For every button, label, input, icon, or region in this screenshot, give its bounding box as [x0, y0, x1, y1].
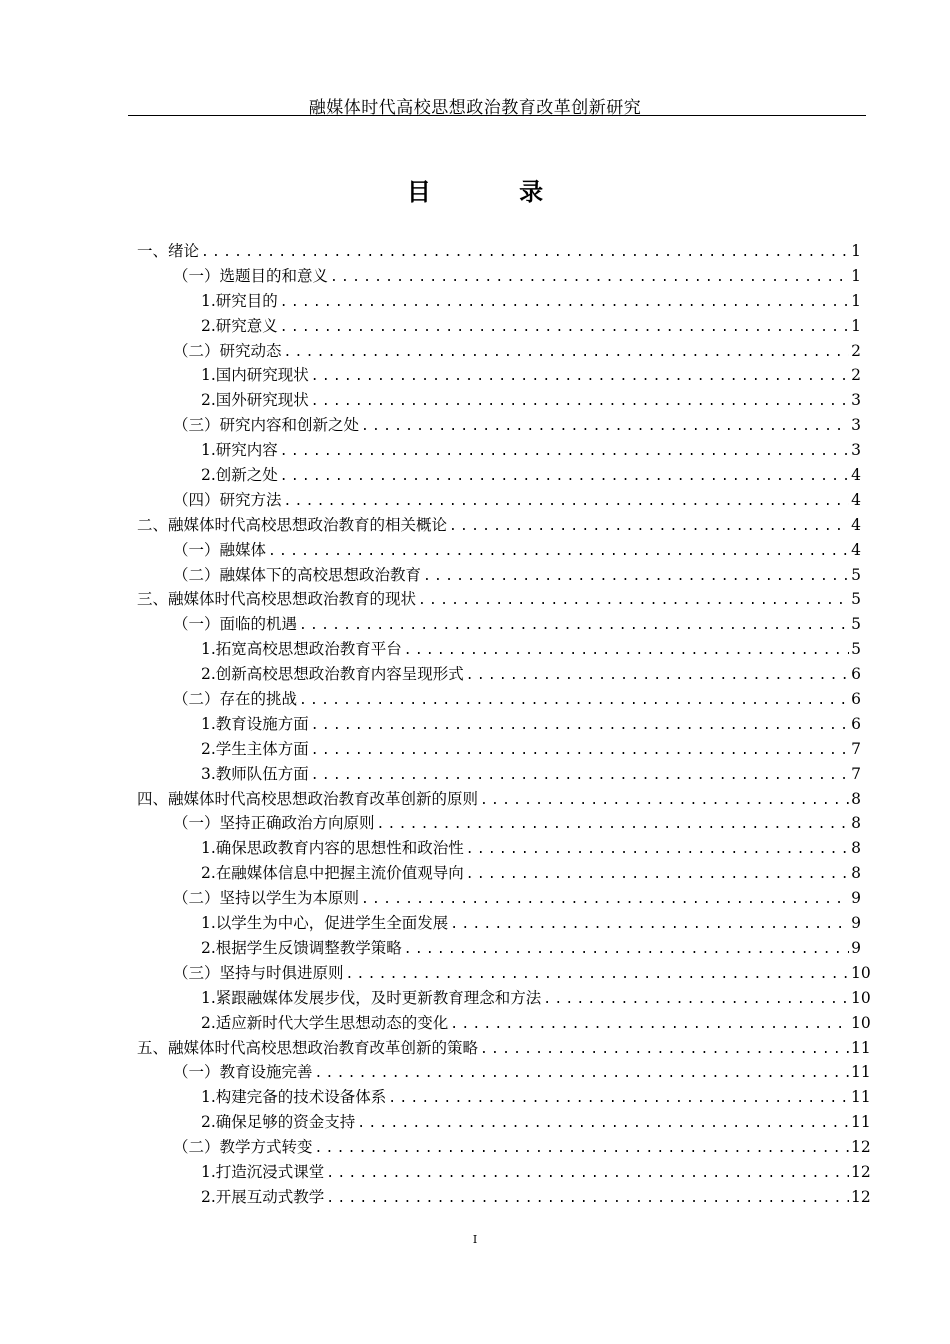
toc-entry-label: 二、融媒体时代高校思想政治教育的相关概论 — [137, 515, 448, 534]
toc-leader-dots — [377, 813, 849, 838]
toc-entry-page: 1 — [851, 266, 861, 285]
toc-entry[interactable] — [137, 936, 861, 961]
toc-leader-dots — [280, 440, 849, 465]
toc-entry[interactable] — [137, 239, 861, 264]
toc-entry-page: 3 — [851, 416, 861, 435]
toc-leader-dots — [299, 689, 849, 714]
toc-entry[interactable] — [137, 1110, 871, 1135]
toc-entry-page: 11 — [851, 1113, 871, 1132]
toc-entry[interactable] — [137, 1160, 871, 1185]
toc-leader-dots — [361, 888, 849, 913]
toc-entry[interactable] — [137, 687, 861, 712]
toc-entry-label: 1.教育设施方面 — [201, 714, 309, 733]
toc-entry[interactable] — [137, 961, 871, 986]
toc-leader-dots — [268, 540, 849, 565]
toc-entry-page: 5 — [851, 615, 861, 634]
toc-title: 目 录 — [406, 177, 584, 206]
toc-entry-page: 5 — [851, 565, 861, 584]
toc-entry[interactable] — [137, 488, 861, 513]
toc-entry-page: 11 — [851, 1063, 871, 1082]
toc-entry[interactable] — [137, 289, 861, 314]
toc-leader-dots — [315, 1062, 849, 1087]
toc-entry[interactable] — [137, 513, 861, 538]
toc-leader-dots — [466, 863, 849, 888]
toc-entry[interactable] — [137, 538, 861, 563]
toc-entry-page: 1 — [851, 316, 861, 335]
toc-entry[interactable] — [137, 836, 861, 861]
toc-entry[interactable] — [137, 911, 861, 936]
toc-entry[interactable] — [137, 737, 861, 762]
toc-entry-label: 1.紧跟融媒体发展步伐，及时更新教育理念和方法 — [201, 988, 542, 1007]
toc-leader-dots — [311, 365, 849, 390]
toc-entry-label: 1.确保思政教育内容的思想性和政治性 — [201, 839, 464, 858]
toc-leader-dots — [311, 390, 849, 415]
toc-leader-dots — [466, 664, 849, 689]
toc-leader-dots — [284, 341, 849, 366]
header-rule — [128, 115, 866, 116]
toc-leader-dots — [404, 938, 849, 963]
toc-entry-page: 6 — [851, 714, 861, 733]
toc-entry-page: 9 — [851, 914, 861, 933]
toc-leader-dots — [449, 515, 849, 540]
toc-entry[interactable] — [137, 314, 861, 339]
toc-entry-label: 3.教师队伍方面 — [201, 764, 309, 783]
toc-entry-label: 2.根据学生反馈调整教学策略 — [201, 938, 402, 957]
toc-entry-label: 1.以学生为中心，促进学生全面发展 — [201, 914, 449, 933]
toc-leader-dots — [480, 1038, 849, 1063]
toc-entry-page: 8 — [851, 864, 861, 883]
toc-list — [137, 239, 871, 1210]
toc-entry[interactable] — [137, 1060, 871, 1085]
toc-leader-dots — [423, 565, 849, 590]
toc-leader-dots — [280, 465, 849, 490]
toc-entry-page: 9 — [851, 889, 861, 908]
toc-entry-page: 12 — [851, 1187, 871, 1206]
toc-entry-label: 四、融媒体时代高校思想政治教育改革创新的原则 — [137, 789, 479, 808]
toc-entry-page: 10 — [851, 988, 871, 1007]
toc-leader-dots — [201, 241, 849, 266]
toc-leader-dots — [466, 838, 849, 863]
page-header-title: 融媒体时代高校思想政治教育改革创新研究 — [308, 98, 642, 118]
toc-entry-page: 12 — [851, 1138, 871, 1157]
toc-entry[interactable] — [137, 1185, 871, 1210]
toc-entry-label: 2.研究意义 — [201, 316, 278, 335]
toc-entry-label: （二）坚持以学生为本原则 — [173, 889, 360, 908]
toc-leader-dots — [280, 291, 849, 316]
toc-entry-page: 2 — [851, 341, 861, 360]
toc-entry-page: 4 — [851, 540, 861, 559]
toc-leader-dots — [543, 988, 849, 1013]
toc-entry-label: （三）坚持与时俱进原则 — [173, 963, 344, 982]
toc-entry-page: 1 — [851, 291, 861, 310]
toc-entry-label: 2.国外研究现状 — [201, 391, 309, 410]
toc-entry-label: 2.开展互动式教学 — [201, 1187, 325, 1206]
toc-entry-label: （一）面临的机遇 — [173, 615, 298, 634]
toc-entry-page: 4 — [851, 515, 861, 534]
toc-entry-page: 10 — [851, 963, 871, 982]
toc-entry[interactable] — [137, 388, 861, 413]
toc-entry-label: 2.适应新时代大学生思想动态的变化 — [201, 1013, 449, 1032]
toc-entry-page: 12 — [851, 1162, 871, 1181]
toc-entry-page: 10 — [851, 1013, 871, 1032]
toc-leader-dots — [284, 490, 849, 515]
toc-entry[interactable] — [137, 637, 861, 662]
toc-leader-dots — [311, 714, 849, 739]
toc-entry-label: 1.研究内容 — [201, 441, 278, 460]
toc-entry[interactable] — [137, 811, 861, 836]
toc-leader-dots — [315, 1137, 849, 1162]
toc-entry-label: 1.打造沉浸式课堂 — [201, 1162, 325, 1181]
toc-entry-label: 三、融媒体时代高校思想政治教育的现状 — [137, 590, 417, 609]
toc-entry[interactable] — [137, 762, 861, 787]
toc-entry-label: 2.创新高校思想政治教育内容呈现形式 — [201, 665, 464, 684]
toc-entry-label: 一、绪论 — [137, 242, 200, 260]
toc-entry-label: （一）教育设施完善 — [173, 1063, 313, 1082]
toc-leader-dots — [388, 1087, 849, 1112]
toc-entry[interactable] — [137, 1036, 871, 1061]
toc-entry-label: （一）坚持正确政治方向原则 — [173, 814, 375, 833]
toc-leader-dots — [330, 266, 849, 291]
toc-entry-page: 3 — [851, 441, 861, 460]
toc-entry-label: （二）研究动态 — [173, 341, 282, 360]
toc-entry-page: 4 — [851, 490, 861, 509]
toc-entry-label: 2.在融媒体信息中把握主流价值观导向 — [201, 864, 464, 883]
toc-entry-page: 11 — [851, 1088, 871, 1107]
toc-entry-label: 1.拓宽高校思想政治教育平台 — [201, 640, 402, 659]
toc-leader-dots — [311, 764, 849, 789]
toc-entry[interactable] — [137, 787, 861, 812]
toc-leader-dots — [404, 639, 849, 664]
toc-entry[interactable] — [137, 612, 861, 637]
toc-leader-dots — [326, 1187, 849, 1212]
toc-entry-label: 1.研究目的 — [201, 291, 278, 310]
toc-entry[interactable] — [137, 363, 861, 388]
toc-entry-label: 2.确保足够的资金支持 — [201, 1113, 356, 1132]
toc-entry[interactable] — [137, 712, 861, 737]
toc-entry[interactable] — [137, 662, 861, 687]
toc-entry-page: 8 — [851, 839, 861, 858]
toc-entry-label: （一）融媒体 — [173, 540, 267, 559]
toc-leader-dots — [299, 614, 849, 639]
toc-leader-dots — [357, 1112, 849, 1137]
toc-entry[interactable] — [137, 1085, 871, 1110]
toc-entry[interactable] — [137, 463, 861, 488]
toc-entry-page: 7 — [851, 739, 861, 758]
toc-entry[interactable] — [137, 413, 861, 438]
toc-entry-page: 5 — [851, 590, 861, 609]
toc-entry[interactable] — [137, 563, 861, 588]
toc-entry[interactable] — [137, 264, 861, 289]
toc-entry[interactable] — [137, 587, 861, 612]
toc-leader-dots — [280, 316, 849, 341]
toc-leader-dots — [480, 789, 849, 814]
toc-entry-page: 8 — [851, 789, 861, 808]
page-number: I — [472, 1233, 478, 1246]
toc-entry-page: 8 — [851, 814, 861, 833]
toc-entry-page: 6 — [851, 690, 861, 709]
toc-entry[interactable] — [137, 1135, 871, 1160]
toc-entry[interactable] — [137, 861, 861, 886]
toc-entry-page: 3 — [851, 391, 861, 410]
toc-entry[interactable] — [137, 1011, 871, 1036]
toc-entry[interactable] — [137, 339, 861, 364]
toc-entry-page: 9 — [851, 938, 861, 957]
toc-entry-label: 2.学生主体方面 — [201, 739, 309, 758]
toc-leader-dots — [346, 963, 849, 988]
toc-leader-dots — [418, 589, 849, 614]
toc-leader-dots — [311, 739, 849, 764]
toc-entry-label: （三）研究内容和创新之处 — [173, 416, 360, 435]
toc-entry-label: （一）选题目的和意义 — [173, 266, 329, 285]
toc-entry-label: 2.创新之处 — [201, 466, 278, 485]
toc-entry-page: 7 — [851, 764, 861, 783]
toc-entry-page: 5 — [851, 640, 861, 659]
toc-entry-page: 4 — [851, 466, 861, 485]
toc-leader-dots — [361, 415, 849, 440]
toc-entry-label: 1.国内研究现状 — [201, 366, 309, 385]
toc-leader-dots — [326, 1162, 849, 1187]
toc-entry-label: （二）融媒体下的高校思想政治教育 — [173, 565, 422, 584]
toc-leader-dots — [450, 913, 849, 938]
toc-entry[interactable] — [137, 986, 871, 1011]
toc-entry[interactable] — [137, 438, 861, 463]
toc-entry-label: 1.构建完备的技术设备体系 — [201, 1088, 387, 1107]
toc-entry-page: 11 — [851, 1038, 871, 1057]
toc-entry-label: 五、融媒体时代高校思想政治教育改革创新的策略 — [137, 1038, 479, 1057]
toc-entry-page: 2 — [851, 366, 861, 385]
toc-entry[interactable] — [137, 886, 861, 911]
toc-entry-page: 1 — [851, 242, 861, 260]
toc-entry-label: （四）研究方法 — [173, 490, 282, 509]
toc-entry-page: 6 — [851, 665, 861, 684]
toc-leader-dots — [450, 1013, 849, 1038]
toc-entry-label: （二）教学方式转变 — [173, 1138, 313, 1157]
toc-entry-label: （二）存在的挑战 — [173, 690, 298, 709]
